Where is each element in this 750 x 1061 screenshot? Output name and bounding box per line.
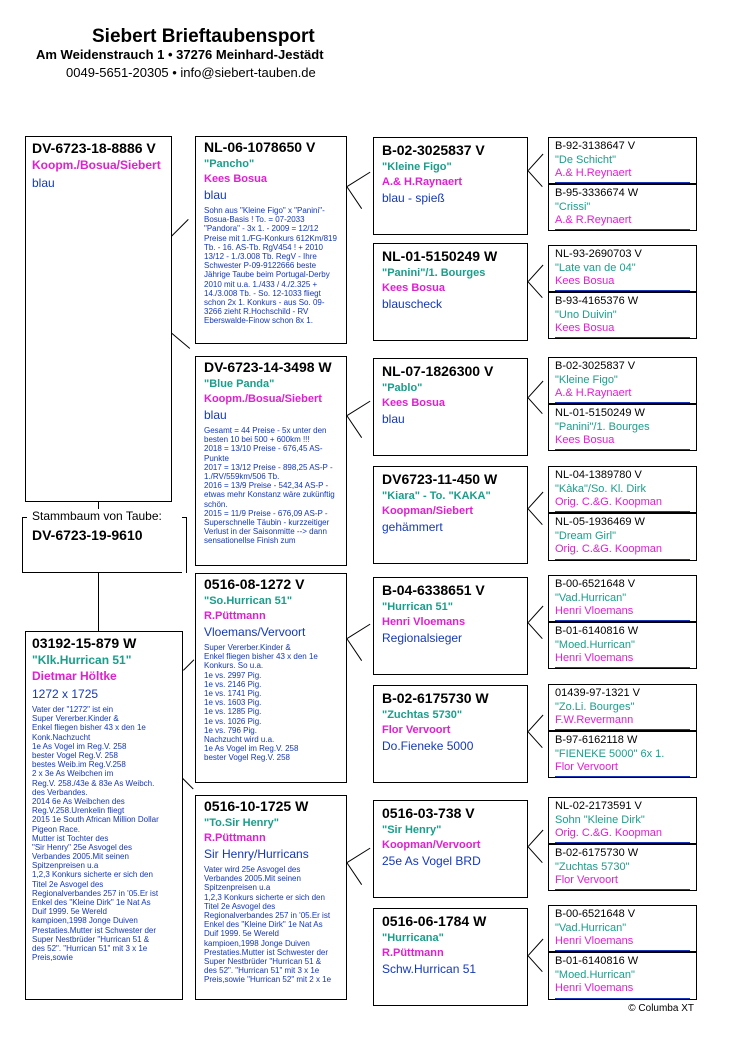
pedigree-notes: Sohn aus "Kleine Figo" x "Panini"- Bosua-Basis ! To. = 07-2033 "Pandora" - 3x 1. - 2009 = 12/12 Preise mit 1./FG-Konkurs 612Km/819 Tb. - 16. AS-Tb. RgV454 ! + 2010 13/12 - 1./3.008 Tb. RegV - Ihre Schwester P-09-9122666 beste Jährige Taube beim Portugal-Derby 2010 mit u.a. 1./433 / 4./2.325 + 14./3.008 Tb. - So. 12-1033 fliegt schon 2x 1. Konkurs - aus So. 09- 3266 zieht R.Hochschild - RV Eberswalde-Finow schon 8x 1. — [204, 206, 337, 326]
grandparent-card — [195, 795, 347, 1000]
ring-number: B-01-6140816 W — [555, 955, 639, 967]
ring-number: 0516-10-1725 W — [204, 798, 309, 814]
pigeon-name: "Uno Duivin" — [555, 308, 617, 321]
color: blau - spieß — [382, 191, 445, 206]
divider — [555, 337, 690, 338]
ring-number: B-02-6175730 W — [555, 847, 639, 859]
divider — [555, 511, 690, 512]
ring-number: NL-93-2690703 V — [555, 248, 642, 260]
pigeon-name: "Kleine Figo" — [555, 373, 618, 386]
great-grandparent-card — [373, 243, 528, 341]
ring-number: B-93-4165376 W — [555, 295, 639, 307]
breeder: Flor Vervoort — [555, 760, 618, 773]
pigeon-name: "Crissi" — [555, 200, 591, 213]
breeder: Henri Vloemans — [555, 934, 634, 947]
address: Am Weidenstrauch 1 • 37276 Meinhard-Jestädt — [36, 47, 324, 62]
pigeon-name: "Hurrican 51" — [382, 601, 453, 614]
ring-number: 0516-06-1784 W — [382, 913, 487, 929]
breeder: A.& H.Raynaert — [382, 176, 463, 189]
breeder: Henri Vloemans — [555, 981, 634, 994]
ancestor-card — [548, 905, 697, 952]
pigeon-name: "Late van de 04" — [555, 261, 636, 274]
ring-number: 0516-08-1272 V — [204, 576, 305, 592]
ancestor-card — [548, 952, 697, 1000]
ring-number: NL-02-2173591 V — [555, 800, 642, 812]
ring-number: NL-07-1826300 V — [382, 363, 494, 379]
ring-number: NL-04-1389780 V — [555, 469, 642, 481]
pigeon-name: "Zuchtas 5730" — [555, 860, 630, 873]
copyright: © Columba XT — [628, 1003, 694, 1014]
breeder: Kees Bosua — [555, 274, 615, 287]
breeder: Henri Vloemans — [555, 604, 634, 617]
pigeon-name: "Dream Girl" — [555, 529, 616, 542]
color: Regionalsieger — [382, 631, 463, 646]
divider — [555, 182, 690, 183]
ancestor-card — [548, 844, 697, 891]
page-title: Siebert Brieftaubensport — [92, 26, 315, 47]
pedigree-notes: Vater der "1272" ist ein Super Vererber.Kinder & Enkel fliegen bisher 43 x den 1e Konk.Nachzucht 1e As Vogel im Reg.V. 258 bester Vogel Reg.V. 258 bestes Weib.im Reg.V.258 2 x 3e As Weibchen im Reg.V. 258./43e & 83e As Weibch. des Verbandes. 2014 6e As Weibchen des Reg.V.258.Urenkelin fliegt 2015 1e South African Million Dollar Pigeon Race. Mutter ist Tochter des "Sir Henry" 25e Asvogel des Verbandes 2005.Mit seinen Spitzenpreisen u.a 1,2,3 Konkurs sicherte er sich den Titel 2e Asvogel des Regionalverbandes 257 in '05.Er ist Enkel des "Kleine Dirk" 1e Nat As Duif 1999. 5e Wereld kampioen,1998 Jonge Duiven Prestaties.Mutter ist Schwester der Super Nestbrüder "Hurrican 51 & des 52". "Hurrican 51" mit 3 x 1e Preis,sowie — [32, 705, 159, 963]
pigeon-name: "Zuchtas 5730" — [382, 709, 463, 722]
ring-number: B-04-6338651 V — [382, 582, 485, 598]
color: Schw.Hurrican 51 — [382, 962, 477, 977]
pedigree-notes: Vater wird 25e Asvogel des Verbandes 2005.Mit seinen Spitzenpreisen u.a 1,2,3 Konkurs sicherte er sich den Titel 2e Asvogel des Regionalverbandes 257 in '05.Er ist Enkel des "Kleine Dirk" 1e Nat As Duif 1999. 5e Wereld kampioen,1998 Jonge Duiven Prestaties.Mutter ist Schwester der Super Nestbrüder "Hurrican 51 & des 52". "Hurrican 51" mit 3 x 1e Preis,sowie "Hurrican 52" mit 2 x 1e — [204, 865, 332, 985]
pigeon-name: "Kàka"/So. Kl. Dirk — [555, 482, 646, 495]
breeder: Orig. C.&G. Koopman — [555, 542, 662, 555]
father-card — [25, 136, 172, 502]
pigeon-name: "Hurricana" — [382, 932, 444, 945]
color: 1272 x 1725 — [32, 687, 99, 702]
pigeon-name: "Vad.Hurrican" — [555, 591, 627, 604]
subject-label: Stammbaum von Taube: — [32, 509, 162, 523]
color: blau — [32, 176, 55, 191]
divider — [555, 620, 690, 621]
ring-number: B-92-3138647 V — [555, 140, 636, 152]
great-grandparent-card — [373, 577, 528, 675]
ring-number: NL-06-1078650 V — [204, 139, 316, 155]
divider — [555, 229, 690, 230]
ancestor-card — [548, 357, 697, 404]
great-grandparent-card — [373, 685, 528, 783]
color: blau — [204, 188, 227, 203]
pigeon-name: "To.Sir Henry" — [204, 817, 280, 830]
ancestor-card — [548, 404, 697, 451]
pigeon-name: "Moed.Hurrican" — [555, 968, 635, 981]
pigeon-name: "FIENEKE 5000" 6x 1. — [555, 747, 665, 760]
pigeon-name: "Blue Panda" — [204, 378, 275, 391]
pigeon-name: "Moed.Hurrican" — [555, 638, 635, 651]
grandparent-card — [195, 573, 347, 783]
pigeon-name: "Klk.Hurrican 51" — [32, 653, 132, 668]
color: Vloemans/Vervoort — [204, 625, 306, 640]
breeder: Koopm./Bosua/Siebert — [32, 158, 161, 173]
great-grandparent-card — [373, 358, 528, 456]
pigeon-name: "Zo.Li. Bourges" — [555, 700, 635, 713]
pigeon-name: "De Schicht" — [555, 153, 616, 166]
ring-number: NL-05-1936469 W — [555, 516, 645, 528]
breeder: Kees Bosua — [204, 173, 267, 186]
pigeon-name: "Pablo" — [382, 382, 423, 395]
subject-ring-number: DV-6723-19-9610 — [32, 527, 143, 543]
pedigree-notes: Gesamt = 44 Preise - 5x unter den besten 10 bei 500 + 600km !!! 2018 = 13/10 Preise - 676,45 AS- Punkte 2017 = 13/12 Preise - 898,25 AS-P - 1./RV/559km/506 Tb. 2016 = 13/9 Preise - 542,34 AS-P - etwas mehr Konstanz wäre zukünftig schön. 2015 = 11/9 Preise - 676,09 AS-P - Superschnelle Täubin - kurzzeitiger Verlust in der Saisonmitte --> dann sensationellse Finish zum — [204, 426, 335, 546]
breeder: A.& R.Reynaert — [555, 213, 632, 226]
pigeon-name: "Pancho" — [204, 158, 255, 171]
color: 25e As Vogel BRD — [382, 854, 481, 869]
ancestor-card — [548, 622, 697, 669]
ring-number: B-00-6521648 V — [555, 908, 636, 920]
ring-number: B-01-6140816 W — [555, 625, 639, 637]
ancestor-card — [548, 292, 697, 339]
color: gehämmert — [382, 520, 443, 535]
grandparent-card — [195, 356, 347, 566]
mother-card — [25, 631, 183, 1000]
divider — [555, 729, 690, 730]
breeder: R.Püttmann — [204, 832, 266, 845]
divider — [555, 290, 690, 291]
ancestor-card — [548, 575, 697, 622]
color: blauscheck — [382, 297, 443, 312]
breeder: Flor Vervoort — [555, 873, 618, 886]
breeder: A.& H.Raynaert — [555, 386, 632, 399]
ring-number: B-97-6162118 W — [555, 734, 638, 746]
color: Sir Henry/Hurricans — [204, 847, 309, 862]
breeder: Dietmar Höltke — [32, 669, 117, 684]
color: Do.Fieneke 5000 — [382, 739, 474, 754]
great-grandparent-card — [373, 466, 528, 564]
ring-number: 0516-03-738 V — [382, 805, 475, 821]
breeder: F.W.Revermann — [555, 713, 634, 726]
ring-number: 01439-97-1321 V — [555, 687, 641, 699]
ring-number: B-95-3336674 W — [555, 187, 639, 199]
breeder: Flor Vervoort — [382, 724, 451, 737]
divider — [555, 950, 690, 951]
ancestor-card — [548, 513, 697, 561]
breeder: A.& H.Reynaert — [555, 166, 632, 179]
great-grandparent-card — [373, 800, 528, 898]
breeder: Kees Bosua — [382, 397, 445, 410]
divider — [555, 667, 690, 668]
breeder: Koopm./Bosua/Siebert — [204, 393, 322, 406]
ancestor-card — [548, 184, 697, 231]
pigeon-name: "Sir Henry" — [382, 824, 442, 837]
pigeon-name: "Kleine Figo" — [382, 161, 452, 174]
breeder: Henri Vloemans — [555, 651, 634, 664]
divider — [555, 776, 690, 777]
ring-number: DV-6723-18-8886 V — [32, 140, 156, 156]
pigeon-name: "So.Hurrican 51" — [204, 595, 293, 608]
breeder: R.Püttmann — [204, 610, 266, 623]
breeder: R.Püttmann — [382, 947, 444, 960]
pigeon-name: "Vad.Hurrican" — [555, 921, 627, 934]
ring-number: DV-6723-14-3498 W — [204, 359, 332, 375]
breeder: Koopman/Siebert — [382, 505, 474, 518]
pigeon-name: "Panini"/1. Bourges — [555, 420, 650, 433]
breeder: Koopman/Vervoort — [382, 839, 481, 852]
divider — [555, 842, 690, 843]
divider — [555, 559, 690, 560]
grandparent-card — [195, 136, 347, 344]
ancestor-card — [548, 731, 697, 778]
pigeon-name: "Panini"/1. Bourges — [382, 267, 486, 280]
divider — [555, 998, 690, 999]
pigeon-name: Sohn "Kleine Dirk" — [555, 813, 645, 826]
ancestor-card — [548, 245, 697, 292]
ancestor-card — [548, 684, 697, 731]
ring-number: B-00-6521648 V — [555, 578, 636, 590]
great-grandparent-card — [373, 137, 528, 235]
divider — [555, 449, 690, 450]
breeder: Orig. C.&G. Koopman — [555, 495, 662, 508]
breeder: Orig. C.&G. Koopman — [555, 826, 662, 839]
pedigree-notes: Super Vererber.Kinder & Enkel fliegen bisher 43 x den 1e Konkurs. So u.a. 1e vs. 2997 Pig. 1e vs. 2146 Pig. 1e vs. 1741 Pig. 1e vs. 1603 Pig. 1e vs. 1285 Pig. 1e vs. 1026 Pig. 1e vs. 796 Pig. Nachzucht wird u.a. 1e As Vogel im Reg.V. 258 bester Vogel Reg.V. 258 — [204, 643, 318, 763]
breeder: Kees Bosua — [382, 282, 445, 295]
great-grandparent-card — [373, 908, 528, 1006]
breeder: Henri Vloemans — [382, 616, 466, 629]
breeder: Kees Bosua — [555, 321, 615, 334]
breeder: Kees Bosua — [555, 433, 615, 446]
ring-number: B-02-3025837 V — [382, 142, 485, 158]
pigeon-name: "Kiara" - To. "KAKA" — [382, 490, 491, 503]
ring-number: B-02-3025837 V — [555, 360, 636, 372]
ring-number: B-02-6175730 W — [382, 690, 489, 706]
ring-number: 03192-15-879 W — [32, 635, 137, 651]
color: blau — [204, 408, 227, 423]
ancestor-card — [548, 466, 697, 513]
divider — [555, 402, 690, 403]
divider — [555, 889, 690, 890]
ancestor-card — [548, 797, 697, 844]
contact-info: 0049-5651-20305 • info@siebert-tauben.de — [66, 65, 316, 80]
ring-number: NL-01-5150249 W — [382, 248, 498, 264]
color: blau — [382, 412, 405, 427]
ring-number: DV6723-11-450 W — [382, 471, 498, 487]
ancestor-card — [548, 137, 697, 184]
ring-number: NL-01-5150249 W — [555, 407, 645, 419]
